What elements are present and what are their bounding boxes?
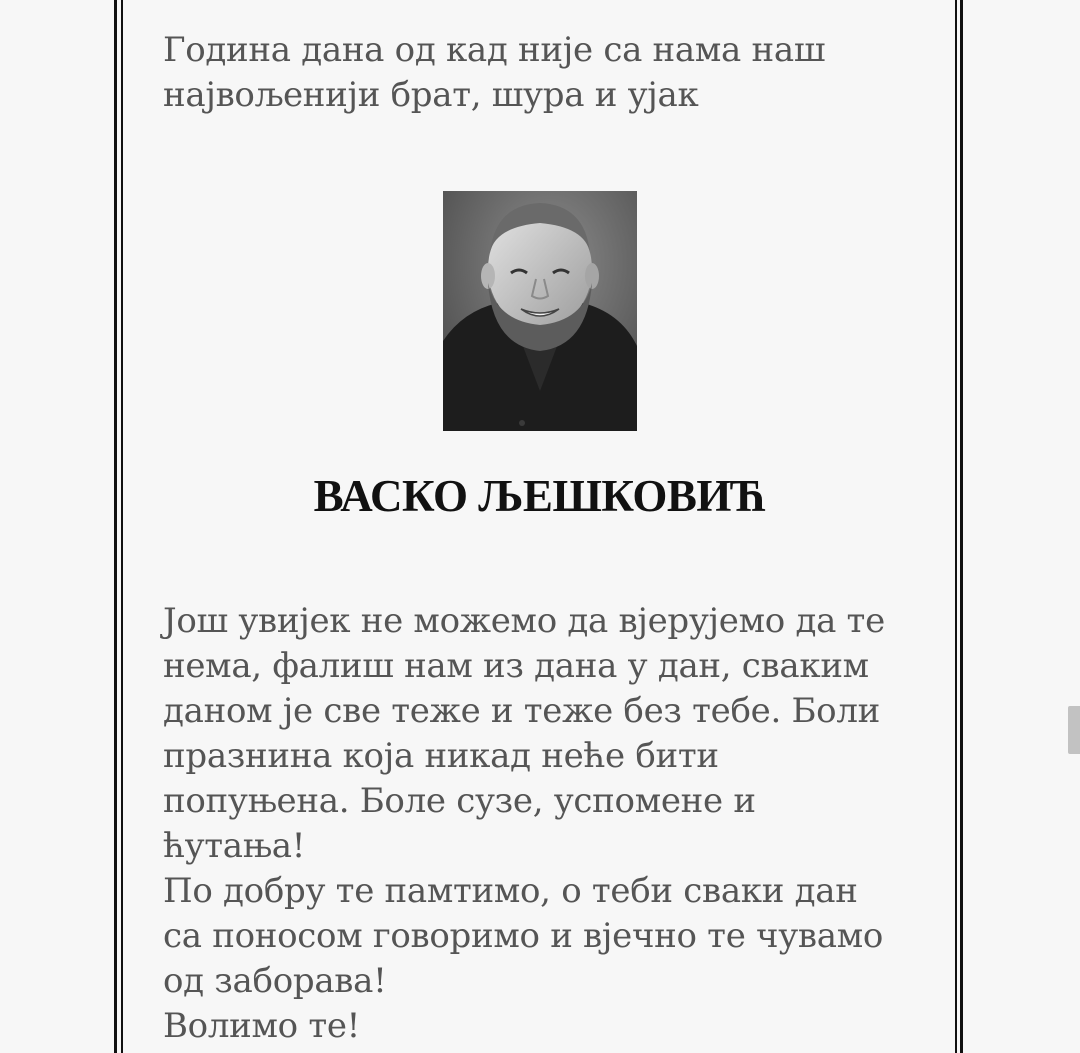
memorial-message: Још увијек не можемо да вјерујемо да те нема, фалиш нам из дана у дан, сваким даном је све теже и теже без тебе. Боли празнина која никад неће бити попуњена. Боле сузе, успомене и ћутања! По добру те памтимо, о теби сваки дан са поносом говоримо и вјечно те чувамо од заборава! Волимо те! [163,601,885,1046]
intro-text: Година дана од кад није са нама наш највољенији брат, шура и ујак [163,30,826,115]
frame-border-left-inner [121,0,123,1053]
frame-border-right-inner [955,0,957,1053]
frame-border-right-outer [960,0,963,1053]
frame-border-left-outer [114,0,117,1053]
scrollbar-thumb[interactable] [1068,706,1080,754]
deceased-name: ВАСКО ЉЕШКОВИЋ [313,471,767,521]
portrait-photo [443,191,637,431]
